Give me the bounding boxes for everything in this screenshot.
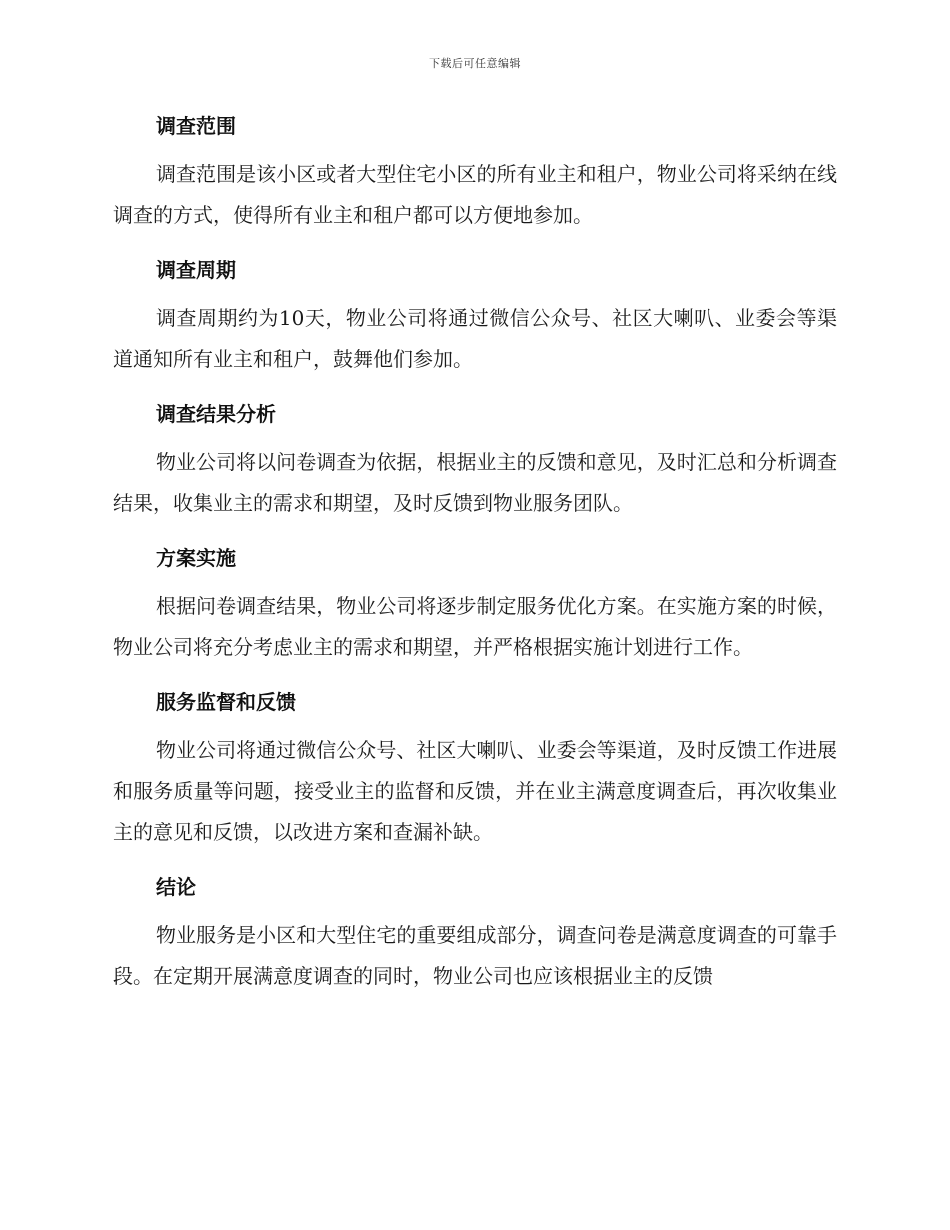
section-body-scope: 调查范围是该小区或者大型住宅小区的所有业主和租户，物业公司将采纳在线调查的方式，使得所有业主和租户都可以方便地参加。	[113, 162, 837, 227]
section-heading-implementation: 方案实施	[156, 546, 236, 570]
section-body-conclusion: 物业服务是小区和大型住宅的重要组成部分，调查问卷是满意度调查的可靠手段。在定期开展满意度调查的同时，物业公司也应该根据业主的反馈	[113, 923, 837, 988]
header-note: 下载后可任意编辑	[429, 57, 521, 70]
section-heading-analysis: 调查结果分析	[156, 402, 276, 426]
section-heading-period: 调查周期	[156, 258, 236, 282]
document-content	[113, 106, 837, 1011]
section-body-implementation: 根据问卷调查结果，物业公司将逐步制定服务优化方案。在实施方案的时候，物业公司将充分考虑业主的需求和期望，并严格根据实施计划进行工作。	[113, 594, 837, 659]
section-heading-conclusion: 结论	[156, 875, 196, 899]
section-heading-scope: 调查范围	[156, 114, 236, 138]
section-body-period: 调查周期约为10天，物业公司将通过微信公众号、社区大喇叭、业委会等渠道通知所有业主和租户，鼓舞他们参加。	[113, 306, 837, 371]
section-body-supervision: 物业公司将通过微信公众号、社区大喇叭、业委会等渠道，及时反馈工作进展和服务质量等问题，接受业主的监督和反馈，并在业主满意度调查后，再次收集业主的意见和反馈，以改进方案和查漏补缺。	[113, 738, 837, 844]
section-body-analysis: 物业公司将以问卷调查为依据，根据业主的反馈和意见，及时汇总和分析调查结果，收集业主的需求和期望，及时反馈到物业服务团队。	[113, 450, 837, 515]
section-heading-supervision: 服务监督和反馈	[156, 690, 296, 714]
